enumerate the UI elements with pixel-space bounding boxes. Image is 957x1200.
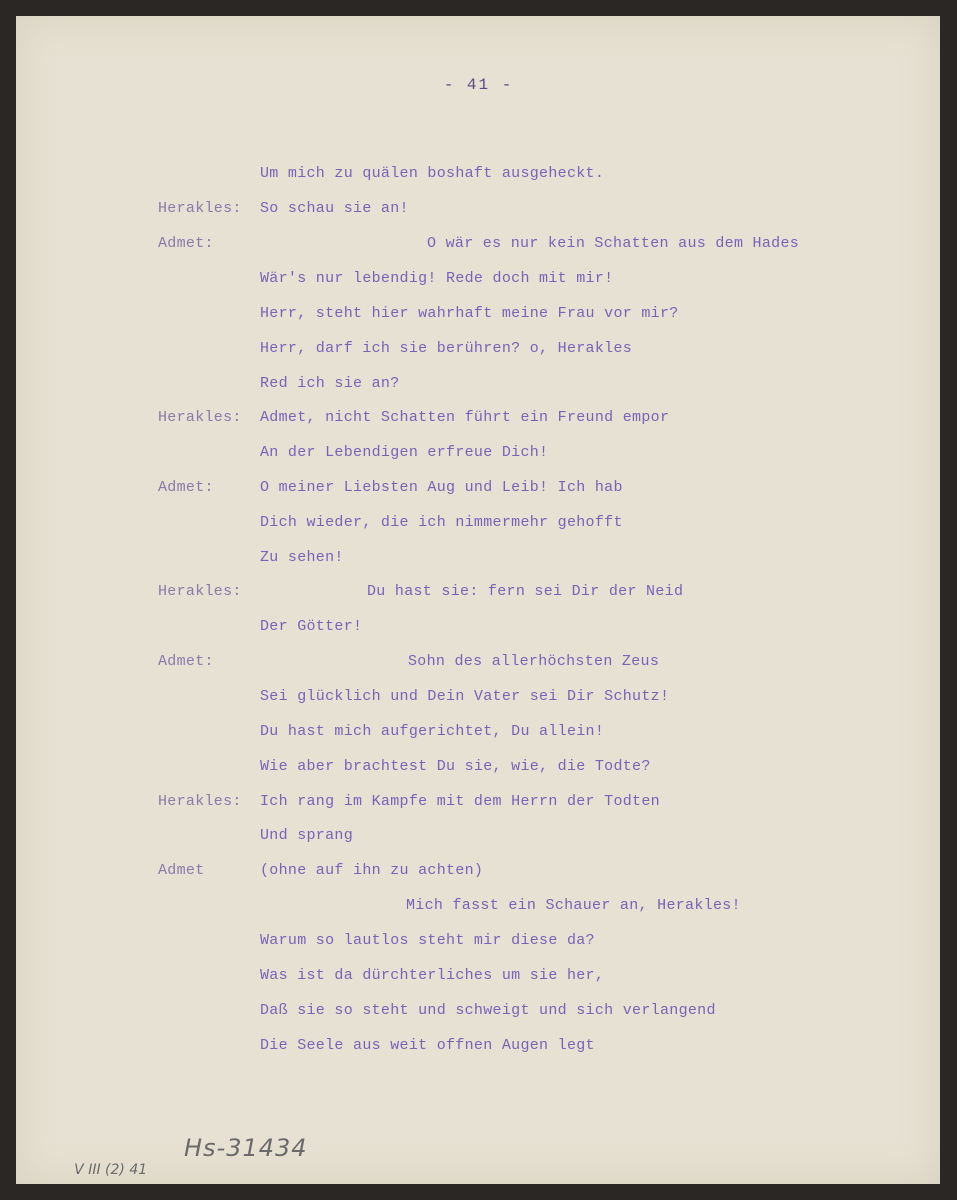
speaker-label: Herakles: xyxy=(158,200,242,217)
verse-line: Herr, steht hier wahrhaft meine Frau vor mir? xyxy=(260,305,679,322)
speaker-label: Herakles: xyxy=(158,793,242,810)
verse-line: Um mich zu quälen boshaft ausgeheckt. xyxy=(260,165,605,182)
verse-line: Wie aber brachtest Du sie, wie, die Todte? xyxy=(260,758,651,775)
verse-line: An der Lebendigen erfreue Dich! xyxy=(260,444,549,461)
speaker-label: Admet: xyxy=(158,653,214,670)
verse-line: O meiner Liebsten Aug und Leib! Ich hab xyxy=(260,479,623,496)
verse-line: Herr, darf ich sie berühren? o, Herakles xyxy=(260,340,633,357)
archive-mark: V III (2) 41 xyxy=(74,1162,148,1178)
verse-line: Admet, nicht Schatten führt ein Freund empor xyxy=(260,409,670,426)
verse-line: Sei glücklich und Dein Vater sei Dir Schutz! xyxy=(260,688,670,705)
verse-line: Was ist da dürchterliches um sie her, xyxy=(260,967,605,984)
verse-line: Der Götter! xyxy=(260,618,363,635)
speaker-label: Herakles: xyxy=(158,409,242,426)
verse-line: Mich fasst ein Schauer an, Herakles! xyxy=(406,897,741,914)
shelfmark: Hs-31434 xyxy=(184,1134,308,1162)
verse-line: Zu sehen! xyxy=(260,549,344,566)
verse-line: Du hast sie: fern sei Dir der Neid xyxy=(367,583,684,600)
verse-line: Und sprang xyxy=(260,827,354,844)
page-number: - 41 - xyxy=(443,76,514,94)
stage-direction: (ohne auf ihn zu achten) xyxy=(260,862,484,879)
verse-line: Ich rang im Kampfe mit dem Herrn der Todten xyxy=(260,793,660,810)
verse-line: Dich wieder, die ich nimmermehr gehofft xyxy=(260,514,623,531)
archive-annotations xyxy=(64,1134,308,1197)
verse-line: Red ich sie an? xyxy=(260,375,400,392)
speaker-label: Herakles: xyxy=(158,583,242,600)
verse-line: Du hast mich aufgerichtet, Du allein! xyxy=(260,723,605,740)
verse-line: So schau sie an! xyxy=(260,200,409,217)
verse-line: O wär es nur kein Schatten aus dem Hades xyxy=(427,235,800,252)
verse-line: Die Seele aus weit offnen Augen legt xyxy=(260,1037,595,1054)
speaker-label: Admet: xyxy=(158,235,214,252)
verse-line: Warum so lautlos steht mir diese da? xyxy=(260,932,595,949)
speaker-label: Admet xyxy=(158,862,205,879)
verse-line: Daß sie so steht und schweigt und sich verlangend xyxy=(260,1002,716,1019)
speaker-label: Admet: xyxy=(158,479,214,496)
verse-line: Wär's nur lebendig! Rede doch mit mir! xyxy=(260,270,614,287)
verse-line: Sohn des allerhöchsten Zeus xyxy=(408,653,660,670)
